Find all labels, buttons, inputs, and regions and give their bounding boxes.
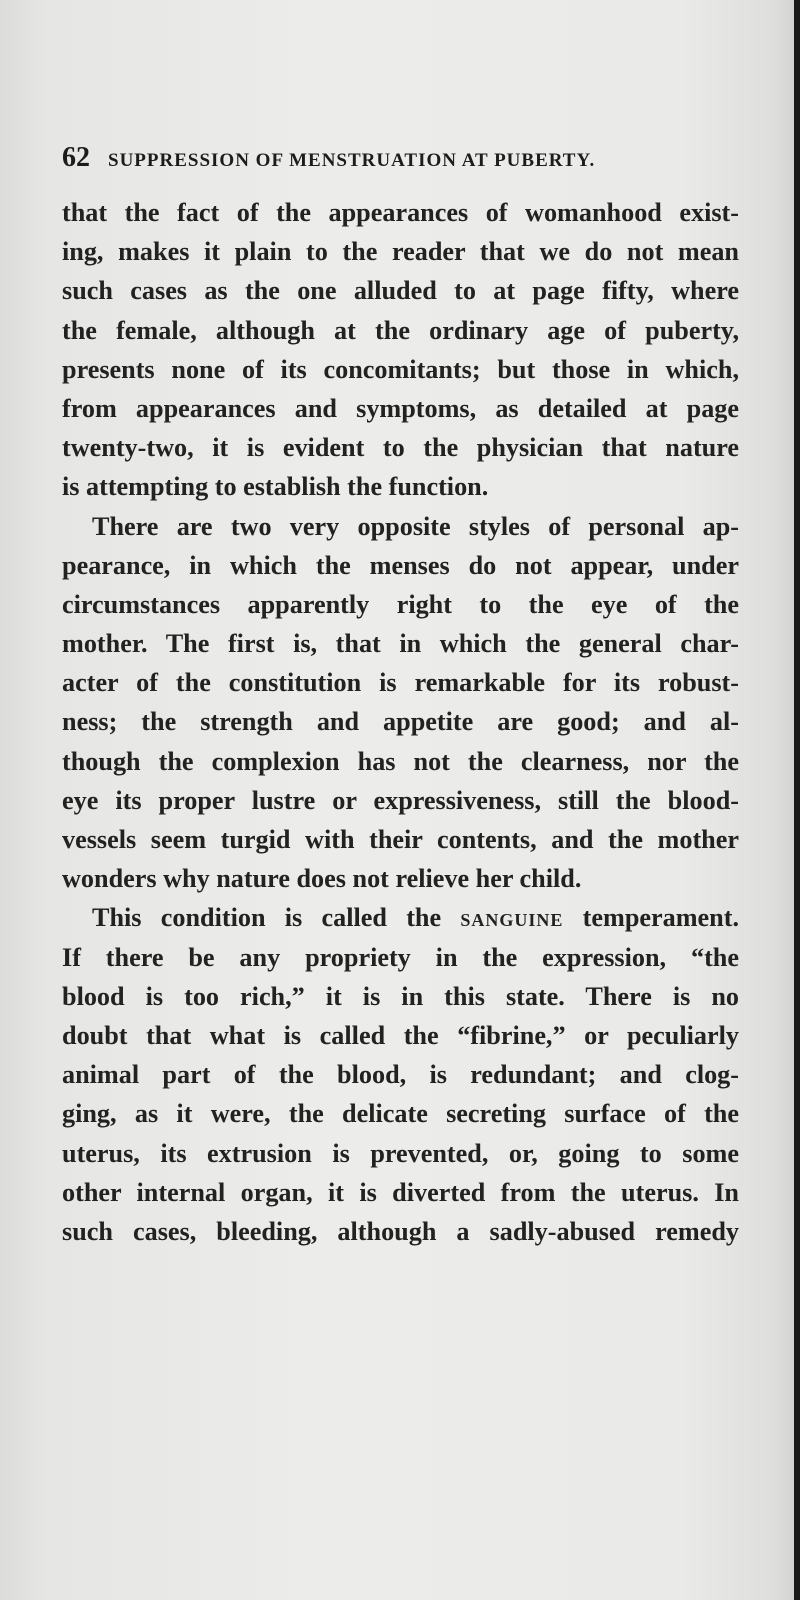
text-line: eye its proper lustre or expressiveness, still the blood-: [62, 785, 739, 815]
text-line: is attempting to establish the function.: [62, 472, 489, 502]
text-line: other internal organ, it is diverted from the uterus. In: [62, 1177, 739, 1207]
text-line: vessels seem turgid with their contents, and the mother: [62, 825, 739, 854]
page-edge-shadow: [794, 0, 800, 1600]
paragraph-start-line: [62, 898, 739, 937]
text-line: pearance, in which the menses do not appear, under: [62, 550, 739, 580]
text-line: wonders why nature does not relieve her child.: [62, 864, 582, 894]
text-line: though the complexion has not the clearness, nor the: [62, 746, 739, 776]
page-number: 62: [62, 142, 90, 173]
text-line: blood is too rich,” it is in this state. There is no: [62, 981, 739, 1011]
text-line: uterus, its extrusion is prevented, or, going to some: [62, 1138, 739, 1168]
text-segment: temperament.: [563, 903, 739, 933]
text-line: ing, makes it plain to the reader that we do not mean: [62, 237, 739, 267]
text-line: If there be any propriety in the expression, “the: [62, 942, 739, 972]
text-line: that the fact of the appearances of womanhood exist-: [62, 198, 739, 227]
text-line: the female, although at the ordinary age of puberty,: [62, 315, 739, 345]
text-line: such cases, bleeding, although a sadly-abused remedy: [62, 1216, 739, 1246]
text-line: doubt that what is called the “fibrine,” or peculiarly: [62, 1020, 739, 1050]
paragraph-start-line: There are two very opposite styles of personal ap-: [92, 511, 739, 541]
text-segment: This condition is called the: [92, 903, 461, 933]
running-title: SUPPRESSION OF MENSTRUATION AT PUBERTY.: [108, 150, 596, 171]
running-header: [62, 142, 732, 174]
text-line: mother. The first is, that in which the general char-: [62, 629, 739, 659]
text-line: ging, as it were, the delicate secreting surface of the: [62, 1099, 739, 1129]
text-line: from appearances and symptoms, as detailed at page: [62, 393, 739, 423]
text-line: acter of the constitution is remarkable for its robust-: [62, 668, 739, 698]
text-line: presents none of its concomitants; but those in which,: [62, 354, 739, 384]
text-line: animal part of the blood, is redundant; and clog-: [62, 1060, 739, 1090]
text-line: ness; the strength and appetite are good; and al-: [62, 707, 739, 737]
text-line: such cases as the one alluded to at page fifty, where: [62, 276, 739, 306]
small-caps-term: sanguine: [460, 903, 564, 933]
body-text: [62, 193, 739, 1251]
text-line: twenty-two, it is evident to the physician that nature: [62, 433, 739, 463]
text-line: circumstances apparently right to the eye of the: [62, 589, 739, 619]
